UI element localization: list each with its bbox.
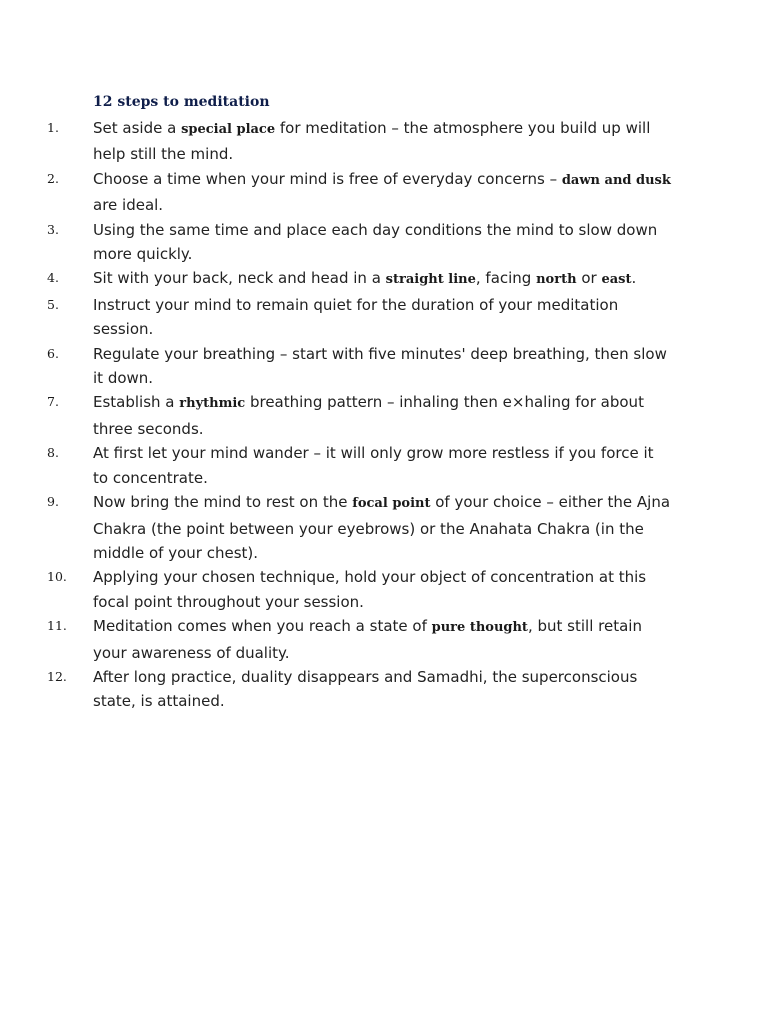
step-text-segment: Regulate your breathing – start with five minutes' deep breathing, then slow it down. (93, 344, 667, 388)
step-text-segment: Meditation comes when you reach a state of (93, 617, 432, 636)
step-text (93, 441, 673, 490)
step-number: 12. (47, 668, 67, 684)
step-text-segment: Choose a time when your mind is free of everyday concerns – (93, 169, 562, 188)
document-title: 12 steps to meditation (93, 94, 270, 110)
step-text (93, 565, 673, 614)
step-text-segment: After long practice, duality disappears and Samadhi, the superconscious state, is attained. (93, 667, 638, 711)
step-item (0, 614, 768, 665)
step-text-segment: are ideal. (93, 196, 164, 215)
step-item (0, 490, 768, 565)
step-number: 8. (47, 445, 59, 461)
step-keyword: rhythmic (179, 396, 246, 412)
step-text (93, 342, 673, 391)
step-keyword: dawn and dusk (561, 172, 671, 188)
step-text-segment: Using the same time and place each day conditions the mind to slow down more quickly. (93, 220, 658, 264)
step-text-segment: . (631, 269, 637, 288)
step-keyword: pure thought (431, 620, 528, 636)
step-item (0, 441, 768, 490)
step-text (93, 614, 673, 665)
step-number: 9. (47, 494, 59, 510)
step-item (0, 390, 768, 441)
step-keyword: focal point (352, 496, 431, 512)
step-text (93, 490, 673, 565)
step-text (93, 266, 673, 292)
step-item (0, 266, 768, 292)
step-item (0, 116, 768, 167)
step-text (93, 167, 673, 218)
step-number: 7. (47, 394, 59, 410)
step-text-segment: Applying your chosen technique, hold your object of concentration at this focal point throughout your session. (93, 568, 647, 611)
step-keyword: special place (181, 122, 276, 137)
step-item (0, 565, 768, 614)
step-number: 3. (47, 221, 59, 237)
step-number: 4. (47, 270, 59, 286)
step-text-segment: for meditation – the atmosphere you build up will help still the mind. (93, 119, 651, 164)
step-text (93, 293, 673, 342)
step-text-segment: or (576, 269, 602, 288)
step-number: 5. (47, 296, 59, 312)
step-item (0, 218, 768, 267)
step-text (93, 665, 673, 714)
step-text-segment: breathing pattern – inhaling then e×haling for about three seconds. (93, 393, 644, 438)
step-keyword: north (536, 272, 577, 288)
step-text-segment: At first let your mind wander – it will only grow more restless if you force it to concentrate. (93, 444, 654, 487)
step-text-segment: Set aside a (93, 119, 182, 137)
step-text-segment: , facing (475, 269, 537, 288)
step-text-segment: Sit with your back, neck and head in a (93, 269, 386, 288)
step-text-segment: Now bring the mind to rest on the (93, 493, 353, 512)
step-number: 6. (47, 345, 59, 361)
step-item (0, 167, 768, 218)
step-text-segment: , but still retain your awareness of duality. (93, 617, 642, 662)
step-keyword: straight line (385, 272, 476, 288)
step-text (93, 218, 673, 267)
step-number: 11. (47, 618, 67, 634)
step-text-segment: Instruct your mind to remain quiet for the duration of your meditation session. (93, 295, 619, 339)
step-number: 10. (47, 569, 67, 585)
step-number: 1. (47, 120, 59, 135)
step-text (93, 390, 673, 441)
step-text-segment: of your choice – either the Ajna Chakra (the point between your eyebrows) or the Anahata Chakra (in the middle of your chest). (93, 493, 671, 562)
step-text (93, 116, 673, 167)
step-keyword: east (601, 272, 632, 288)
step-item (0, 342, 768, 391)
steps-list (0, 116, 768, 714)
step-text-segment: Establish a (93, 393, 180, 412)
step-number: 2. (47, 170, 59, 186)
step-item (0, 293, 768, 342)
step-item (0, 665, 768, 714)
